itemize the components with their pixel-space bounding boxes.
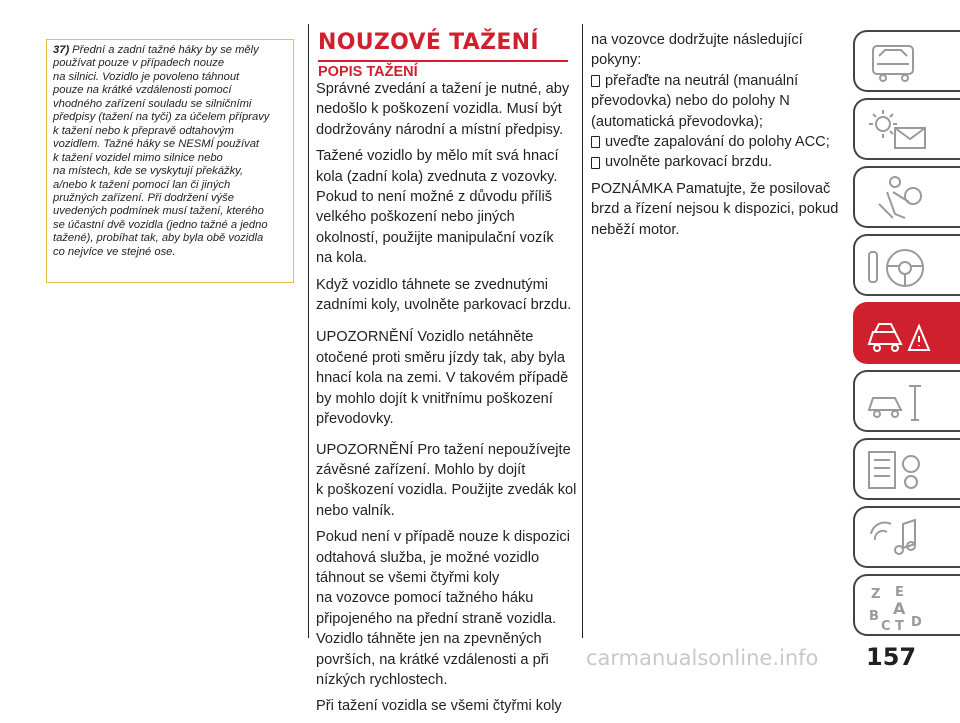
note-line: a/nebo k tažení pomocí lan či jiných bbox=[53, 178, 231, 191]
svg-text:D: D bbox=[911, 615, 922, 630]
tab-maintenance[interactable] bbox=[853, 370, 960, 432]
note-line: Přední a zadní tažné háky by se měly bbox=[72, 44, 259, 56]
list-item: uveďte zapalování do polohy ACC; bbox=[591, 132, 841, 152]
paragraph: na vozovce dodržujte následující pokyny: bbox=[591, 32, 803, 69]
paragraph: Když vozidlo táhnete se zvednutými zadními koly, uvolněte parkovací brzdu. bbox=[316, 276, 572, 314]
tab-index[interactable] bbox=[853, 574, 960, 636]
svg-text:E: E bbox=[895, 585, 904, 600]
warning-note-box bbox=[46, 39, 294, 283]
warning-paragraph: UPOZORNĚNÍ Pro tažení nepoužívejte závěsné zařízení. Mohlo by dojít k poškození vozidla. Použijte zvedák kol nebo valník. bbox=[316, 441, 577, 519]
paragraph: Tažené vozidlo by mělo mít svá hnací kola (zadní kola) zvednuta z vozovky. Pokud to není možné z důvodu příliš velkého poškození nebo jiných okolností, použijte manipulační vozík na kola. bbox=[316, 148, 559, 267]
middle-text-column bbox=[316, 79, 576, 723]
warning-paragraph: UPOZORNĚNÍ Vozidlo netáhněte otočené proti směru jízdy tak, aby byla hnací kola na zemi. V takovém případě by mohlo dojít k vnitřnímu poškození převodovky. bbox=[316, 329, 569, 428]
list-item: uvolněte parkovací brzdu. bbox=[591, 152, 841, 172]
svg-text:Z: Z bbox=[871, 587, 881, 602]
note-line: pouze na krátké vzdálenosti pomocí bbox=[53, 84, 232, 97]
page-number: 157 bbox=[866, 643, 917, 671]
section-title-rule bbox=[318, 60, 568, 62]
note-line: na místech, kde se vyskytují překážky, bbox=[53, 165, 244, 178]
note-line: vozidlem. Tažné háky se NESMÍ používat bbox=[53, 138, 260, 151]
note-number: 37) bbox=[53, 44, 70, 56]
svg-text:T: T bbox=[895, 619, 904, 632]
technical-data-icon bbox=[865, 446, 935, 496]
paragraph: Správné zvedání a tažení je nutné, aby nedošlo k poškození vozidla. Musí být dodržovány národní a místní předpisy. bbox=[316, 81, 570, 138]
tab-multimedia[interactable] bbox=[853, 506, 960, 568]
warning-lights-icon bbox=[865, 106, 935, 156]
column-divider bbox=[308, 24, 309, 638]
bullet-list: přeřaďte na neutrál (manuální převodovka) nebo do polohy N (automatická převodovka); uveďte zapalování do polohy ACC; uvolněte parkovací brzdu. bbox=[591, 71, 841, 173]
svg-text:B: B bbox=[869, 609, 879, 624]
bullet-icon bbox=[591, 75, 600, 87]
bullet-icon bbox=[591, 136, 600, 148]
car-maintenance-icon bbox=[865, 378, 935, 428]
paragraph: Pokud není v případě nouze k dispozici odtahová služba, je možné vozidlo táhnout se všemi čtyřmi koly na vozovce pomocí tažného háku připojeného na přední straně vozidla. Vozidlo táhněte jen na zpevněných površích, na krátké vzdálenosti a při nízkých rychlostech. bbox=[316, 529, 570, 688]
tab-warning-lights[interactable] bbox=[853, 98, 960, 160]
note-line: k tažení vozidel mimo silnice nebo bbox=[53, 151, 223, 164]
car-dashboard-icon bbox=[865, 38, 925, 86]
note-line: k tažení nebo k přepravě odtahovým bbox=[53, 124, 234, 137]
tab-emergency[interactable] bbox=[853, 302, 960, 364]
note-line: uvedených podmínek musí tažení, kterého bbox=[53, 205, 264, 218]
note-line: vhodného zařízení souladu se silničními bbox=[53, 97, 252, 110]
index-abc-icon bbox=[865, 582, 935, 632]
watermark: carmanualsonline.info bbox=[586, 646, 819, 670]
subsection-title: POPIS TAŽENÍ bbox=[318, 64, 418, 80]
note-line: co nejvíce ve stejné ose. bbox=[53, 245, 176, 258]
paragraph: Při tažení vozidla se všemi čtyřmi koly bbox=[316, 698, 562, 715]
bullet-icon bbox=[591, 157, 600, 169]
tab-safety[interactable] bbox=[853, 166, 960, 228]
tab-technical-data[interactable] bbox=[853, 438, 960, 500]
airbag-safety-icon bbox=[865, 174, 935, 224]
note-paragraph: POZNÁMKA Pamatujte, že posilovač brzd a řízení nejsou k dispozici, pokud neběží motor. bbox=[591, 180, 839, 238]
svg-text:C: C bbox=[881, 619, 891, 632]
note-line: na silnici. Vozidlo je povoleno táhnout bbox=[53, 70, 240, 83]
column-divider bbox=[582, 24, 583, 638]
section-title: NOUZOVÉ TAŽENÍ bbox=[318, 30, 539, 55]
steering-wheel-icon bbox=[865, 242, 935, 292]
emergency-car-icon bbox=[865, 310, 935, 360]
tab-driving[interactable] bbox=[853, 234, 960, 296]
note-line: tažené), probíhat tak, aby byla obě vozidla bbox=[53, 232, 264, 245]
note-line: se účastní dvě vozidla (jedno tažné a jedno bbox=[53, 218, 268, 231]
note-line: předpisy (tažení na tyči) za účelem přípravy bbox=[53, 111, 270, 124]
multimedia-icon bbox=[865, 514, 935, 564]
note-line: pružných zařízení. Při dodržení výše bbox=[53, 191, 234, 204]
tab-dashboard[interactable] bbox=[853, 30, 960, 92]
right-text-column bbox=[591, 30, 841, 240]
svg-text:A: A bbox=[893, 599, 906, 618]
note-line: používat pouze v případech nouze bbox=[53, 57, 225, 70]
list-item: přeřaďte na neutrál (manuální bbox=[591, 71, 841, 91]
